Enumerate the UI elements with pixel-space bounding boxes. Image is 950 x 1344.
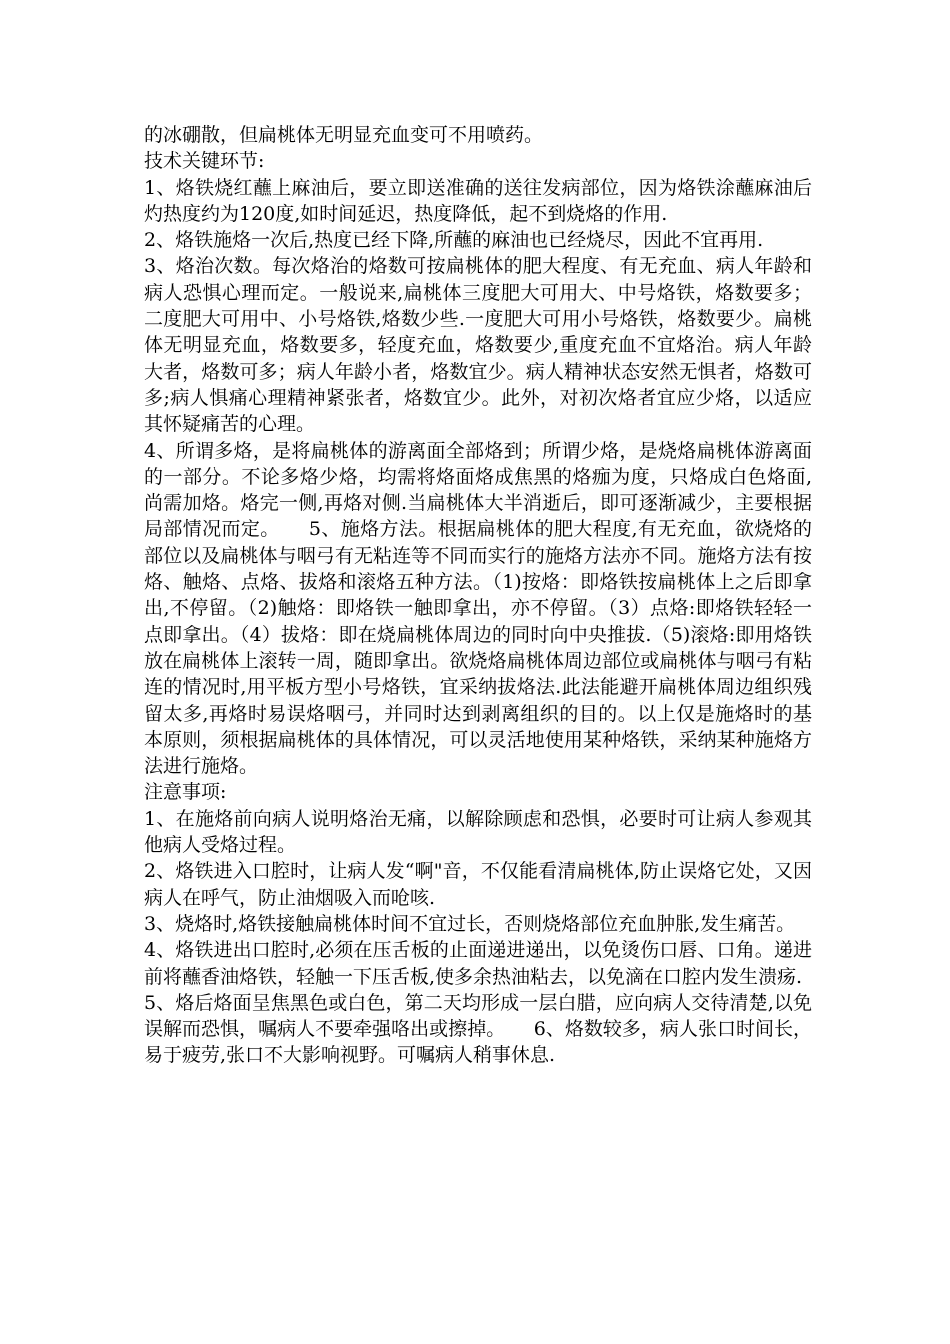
paragraph-precaution-2: 2、烙铁进入口腔时，让病人发“啊"音，不仅能看清扁桃体,防止误烙它处，又因病人在呼气，防止油烟吸入而呛咳. [144,860,812,909]
document-body [144,122,812,1069]
paragraph-precaution-3: 3、烧烙时,烙铁接触扁桃体时间不宜过长，否则烧烙部位充血肿胀,发生痛苦。 [144,912,796,935]
paragraph-precaution-4: 4、烙铁进出口腔时,必须在压舌板的止面递进递出，以免烫伤口唇、口角。递进前将蘸香油烙铁，轻触一下压舌板,使多余热油粘去，以免滴在口腔内发生溃疡. [144,939,812,988]
paragraph-intro-continuation: 的冰硼散，但扁桃体无明显充血变可不用喷药。 [144,124,544,146]
paragraph-step-3: 3、烙治次数。每次烙治的烙数可按扁桃体的肥大程度、有无充血、病人年龄和病人恐惧心理而定。一般说来,扁桃体三度肥大可用大、中号烙铁，烙数要多；二度肥大可用中、小号烙铁,烙数少些.一度肥大可用小号烙铁，烙数要少。扁桃体无明显充血，烙数要多，轻度充血，烙数要少,重度充血不宜烙治。病人年龄大者，烙数可多；病人年龄小者，烙数宜少。病人精神状态安然无惧者，烙数可多;病人惧痛心理精神紧张者，烙数宜少。此外，对初次烙者宜应少烙，以适应其怀疑痛苦的心理。 [144,255,812,436]
section-heading-precautions: 注意事项: [144,781,227,804]
paragraph-precaution-5-6: 5、烙后烙面呈焦黑色或白色，第二天均形成一层白腊，应向病人交待清楚,以免误解而恐惧，嘱病人不要牵强咯出或擦掉。 6、烙数较多，病人张口时间长，易于疲劳,张口不大影响视野。可嘱病人稍事休息. [144,991,812,1067]
section-heading-key-steps: 技术关键环节: [144,150,265,173]
paragraph-step-4-5: 4、所谓多烙，是将扁桃体的游离面全部烙到；所谓少烙，是烧烙扁桃体游离面的一部分。不论多烙少烙，均需将烙面烙成焦黑的烙痂为度，只烙成白色烙面,尚需加烙。烙完一侧,再烙对侧.当扁桃体大半消逝后，即可逐渐减少，主要根据局部情况而定。 5、施烙方法。根据扁桃体的肥大程度,有无充血，欲烧烙的部位以及扁桃体与咽弓有无粘连等不同而实行的施烙方法亦不同。施烙方法有按烙、触烙、点烙、拔烙和滚烙五种方法。（1)按烙：即烙铁按扁桃体上之后即拿出,不停留。（2)触烙：即烙铁一触即拿出，亦不停留。（3）点烙:即烙铁轻轻一点即拿出。（4）拔烙：即在烧扁桃体周边的同时向中央推拔.（5)滚烙:即用烙铁放在扁桃体上滚转一周，随即拿出。欲烧烙扁桃体周边部位或扁桃体与咽弓有粘连的情况时,用平板方型小号烙铁，宜采纳拔烙法.此法能避开扁桃体周边组织残留太多,再烙时易误烙咽弓，并同时达到剥离组织的目的。以上仅是施烙时的基本原则，须根据扁桃体的具体情况，可以灵活地使用某种烙铁，采纳某种施烙方法进行施烙。 [144,439,812,778]
paragraph-step-2: 2、烙铁施烙一次后,热度已经下降,所蘸的麻油也已经烧尽，因此不宜再用. [144,229,764,252]
paragraph-precaution-1: 1、在施烙前向病人说明烙治无痛，以解除顾虑和恐惧，必要时可让病人参观其他病人受烙过程。 [144,807,812,857]
paragraph-step-1: 1、烙铁烧红蘸上麻油后，要立即送准确的送往发病部位，因为烙铁涂蘸麻油后灼热度约为120度,如时间延迟，热度降低，起不到烧烙的作用. [144,176,812,225]
